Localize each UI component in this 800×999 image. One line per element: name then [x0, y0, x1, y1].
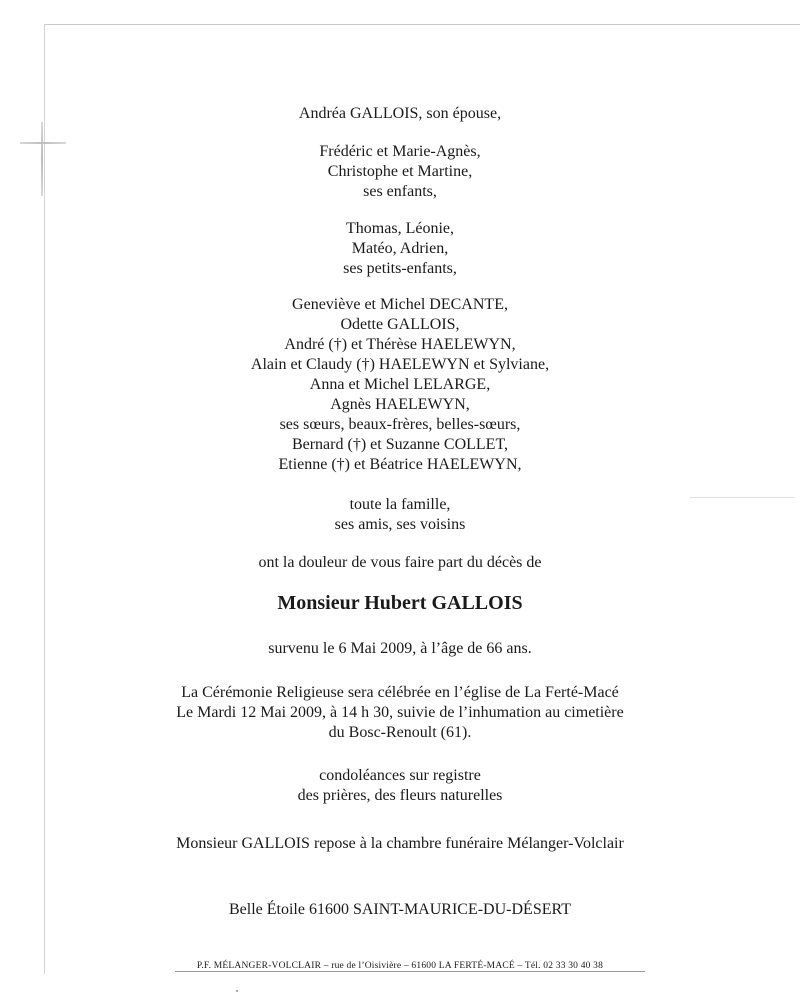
grandchildren-caption: ses petits-enfants, [343, 260, 457, 277]
family-line-6: Agnès HAELEWYN, [330, 396, 470, 413]
children-caption: ses enfants, [363, 183, 437, 200]
whole-family-line: toute la famille, [349, 496, 451, 513]
funeral-home-line: Monsieur GALLOIS repose à la chambre funéraire Mélanger-Volclair [176, 835, 624, 852]
family-line-4: Alain et Claudy (†) HAELEWYN et Sylviane, [250, 356, 550, 373]
family-line-5: Anna et Michel LELARGE, [309, 376, 491, 393]
family-line-8: Etienne (†) et Béatrice HAELEWYN, [278, 456, 522, 473]
family-line-2: Odette GALLOIS, [340, 316, 460, 333]
grandchildren-line-2: Matéo, Adrien, [351, 240, 449, 257]
deceased-name: Monsieur Hubert GALLOIS [277, 592, 523, 614]
ceremony-line-3: du Bosc-Renoult (61). [328, 724, 472, 741]
condolences-line: condoléances sur registre [319, 767, 481, 784]
page-border-top [44, 24, 800, 25]
ceremony-line-2: Le Mardi 12 Mai 2009, à 14 h 30, suivie de l’inhumation au cimetière [176, 704, 624, 721]
family-line-1: Geneviève et Michel DECANTE, [292, 296, 508, 313]
address-line: Belle Étoile 61600 SAINT-MAURICE-DU-DÉSERT [229, 901, 571, 918]
announcement-intro: ont la douleur de vous faire part du décès de [258, 554, 542, 571]
family-line-3: André (†) et Thérèse HAELEWYN, [284, 336, 516, 353]
children-line-1: Frédéric et Marie-Agnès, [319, 143, 481, 160]
children-line-2: Christophe et Martine, [327, 163, 473, 180]
friends-line: ses amis, ses voisins [334, 516, 466, 533]
scan-speck [236, 990, 238, 992]
death-date-line: survenu le 6 Mai 2009, à l’âge de 66 ans. [268, 640, 532, 657]
siblings-caption: ses sœurs, beaux-frères, belles-sœurs, [279, 416, 521, 433]
ceremony-line-1: La Cérémonie Religieuse sera célébrée en l’église de La Ferté-Macé [181, 684, 619, 701]
spouse-line: Andréa GALLOIS, son épouse, [298, 105, 502, 122]
family-line-7: Bernard (†) et Suzanne COLLET, [291, 436, 509, 453]
flowers-line: des prières, des fleurs naturelles [297, 787, 503, 804]
footer-contact: P.F. MÉLANGER-VOLCLAIR – rue de l’Oisivière – 61600 LA FERTÉ-MACÉ – Tél. 02 33 30 40 38 [196, 961, 604, 971]
footer-rule [175, 971, 645, 972]
grandchildren-line-1: Thomas, Léonie, [346, 220, 454, 237]
